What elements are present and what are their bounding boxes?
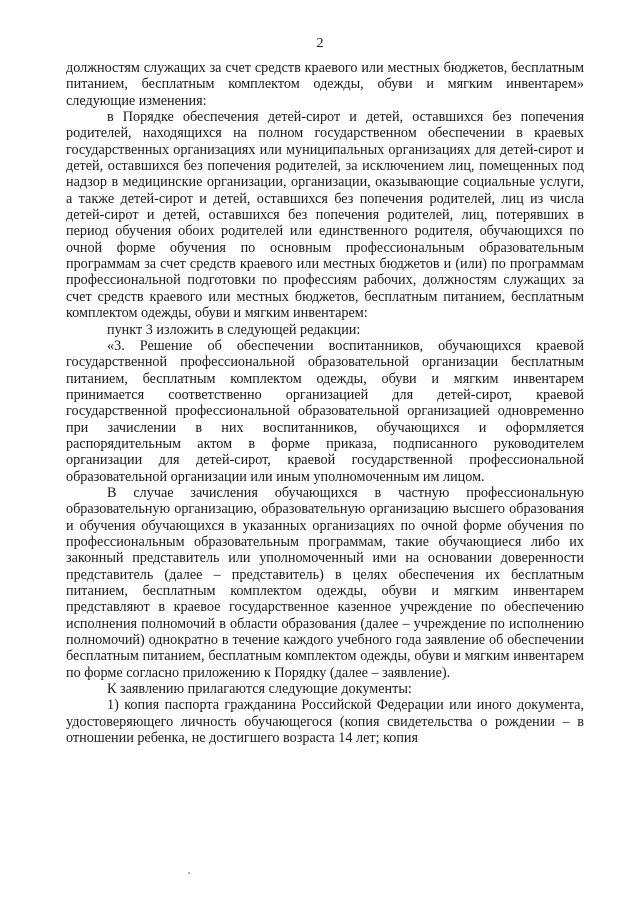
- paragraph-5: В случае зачисления обучающихся в частную профессиональную образовательную организацию, образовательную организацию высшего образования и обучения обучающихся в указанных организациях по очной форме обучения по профессиональным образовательным программам, такие обучающиеся либо их законный представитель или уполномоченный ими на основании доверенности представитель (далее – представитель) в целях обеспечения их бесплатным питанием, бесплатным комплектом одежды, обуви и мягким инвентарем представляют в краевое государственное казенное учреждение по обеспечению исполнения полномочий в области образования (далее – учреждение по исполнению полномочий) однократно в течение каждого учебного года заявление об обеспечении бесплатным питанием, бесплатным комплектом одежды, обуви и мягким инвентарем по форме согласно приложению к Порядку (далее – заявление).: [66, 484, 584, 681]
- paragraph-4: «3. Решение об обеспечении воспитанников, обучающихся краевой государственной профессиональной образовательной организации бесплатным питанием, бесплатным комплектом одежды, обуви и мягким инвентарем принимается соответственно организацией для детей-сирот, краевой государственной профессиональной образовательной организацией одновременно при зачислении в них воспитанников, обучающихся и оформляется распорядительным актом в форме приказа, подписанного руководителем организации для детей-сирот, краевой государственной профессиональной образовательной организации или иным уполномоченным им лицом.: [66, 337, 584, 485]
- paragraph-6: К заявлению прилагаются следующие документы:: [107, 681, 412, 698]
- paragraph-3: пункт 3 изложить в следующей редакции:: [107, 321, 361, 338]
- paragraph-7: 1) копия паспорта гражданина Российской Федерации или иного документа, удостоверяющего личность обучающегося (копия свидетельства о рождении – в отношении ребенка, не достигшего возраста 14 лет; копия: [66, 697, 584, 747]
- document-body: [66, 60, 584, 746]
- paragraph-1: должностям служащих за счет средств краевого или местных бюджетов, бесплатным питанием, бесплатным комплектом одежды, обуви и мягким инвентарем» следующие изменения:: [66, 60, 584, 109]
- scan-artifact: [188, 872, 190, 874]
- paragraph-2: в Порядке обеспечения детей-сирот и детей, оставшихся без попечения родителей, находящихся на полном государственном обеспечении в краевых государственных организациях или муниципальных организациях для детей-сирот и детей, оставшихся без попечения родителей, за исключением лиц, помещенных под надзор в медицинские организации, организации, оказывающие социальные услуги, а также детей-сирот и детей, оставшихся без попечения родителей, лиц из числа детей-сирот и детей, оставшихся без попечения родителей, лиц, потерявших в период обучения обоих родителей или единственного родителя, обучающихся по очной форме обучения по основным профессиональным образовательным программам за счет средств краевого или местных бюджетов и (или) по программам профессиональной подготовки по профессиям рабочих, должностям служащих за счет средств краевого или местных бюджетов, бесплатным питанием, бесплатным комплектом одежды, обуви и мягким инвентарем:: [66, 109, 584, 322]
- page-number: 2: [316, 36, 324, 51]
